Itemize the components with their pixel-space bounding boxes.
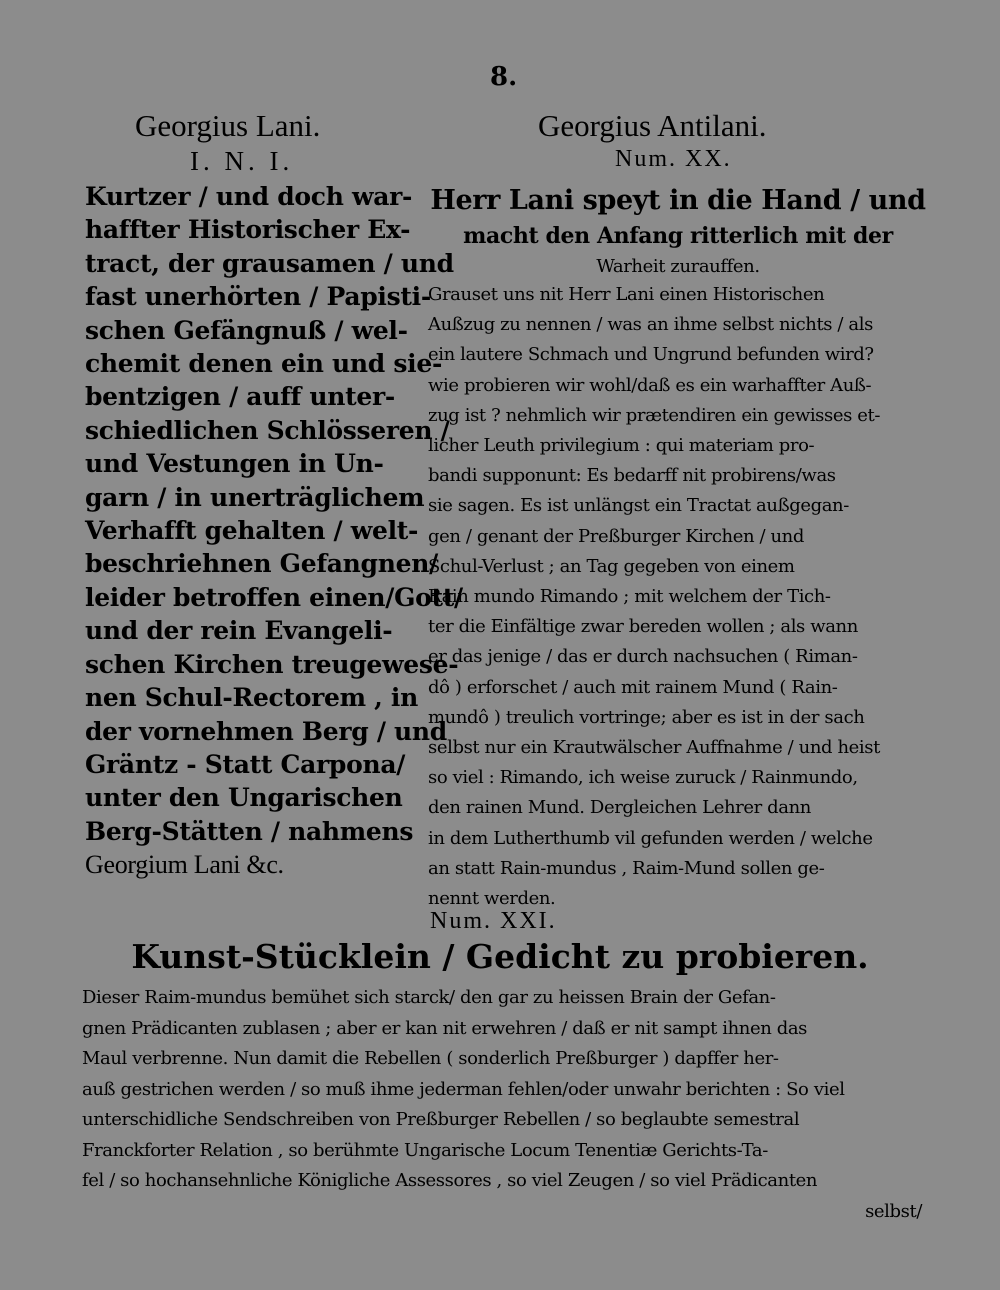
left-line: Kurtzer / und doch war- xyxy=(85,182,413,211)
section-line: Dieser Raim-mundus bemühet sich starck/ den gar zu heissen Brain der Gefan- xyxy=(82,987,776,1008)
section-text xyxy=(82,983,922,1227)
right-line: ter die Einfältige zwar bereden wollen ; als wann xyxy=(428,616,858,638)
left-line: fast unerhörten / Papisti- xyxy=(85,282,431,312)
left-line: bentzigen / auff unter- xyxy=(85,382,395,412)
right-line: mundô ) treulich vortringe; aber es ist in der sach xyxy=(428,706,865,728)
section-line: Maul verbrenne. Nun damit die Rebellen ( sonderlich Preßburger ) dapffer her- xyxy=(82,1048,779,1069)
right-line: in dem Lutherthumb vil gefunden werden / welche xyxy=(428,827,873,849)
right-heading-line: macht den Anfang ritterlich mit der xyxy=(463,223,893,249)
right-line: Schul-Verlust ; an Tag gegeben von einem xyxy=(428,555,795,577)
left-line: leider betroffen einen/Gott/ xyxy=(85,582,463,612)
left-line: haffter Historischer Ex- xyxy=(85,215,411,245)
section-line: fel / so hochansehnliche Königliche Assessores , so viel Zeugen / so viel Prädicanten xyxy=(82,1170,818,1191)
right-line: gen / genant der Preßburger Kirchen / und xyxy=(428,525,804,547)
right-line: bandi supponunt: Es bedarff nit probirens/was xyxy=(428,465,836,487)
right-line: selbst nur ein Krautwälscher Auffnahme / und heist xyxy=(428,737,880,759)
left-line: schen Gefängnuß / wel- xyxy=(85,315,408,345)
right-line: Außzug zu nennen / was an ihme selbst nichts / als xyxy=(428,314,873,336)
right-line: licher Leuth privilegium : qui materiam pro- xyxy=(428,435,815,457)
section-line: unterschidliche Sendschreiben von Preßburger Rebellen / so beglaubte semestral xyxy=(82,1109,800,1130)
section-number: Num. XXI. xyxy=(430,908,557,934)
section-line: auß gestrichen werden / so muß ihme jederman fehlen/oder unwahr berichten : So viel xyxy=(82,1078,845,1100)
right-column-number: Num. XX. xyxy=(615,146,732,172)
left-line: Verhafft gehalten / welt- xyxy=(85,516,419,546)
right-line: ein lautere Schmach und Ungrund befunden wird? xyxy=(428,344,874,366)
right-line: wie probieren wir wohl/daß es ein warhaffter Auß- xyxy=(428,374,872,396)
left-line: unter den Ungarischen xyxy=(85,783,403,813)
right-column-text xyxy=(428,183,928,914)
left-line: tract, der grausamen / und xyxy=(85,248,454,278)
right-heading-line: Herr Lani speyt in die Hand / und xyxy=(430,185,926,216)
right-line: Rain mundo Rimando ; mit welchem der Tich- xyxy=(428,586,831,608)
left-column-text xyxy=(85,180,463,882)
left-final-line: Georgium Lani &c. xyxy=(85,850,284,880)
left-line: schiedlichen Schlösseren / xyxy=(85,415,450,445)
left-line: der vornehmen Berg / und xyxy=(85,716,447,746)
right-heading-line: Warheit zurauffen. xyxy=(596,256,760,277)
page-number: 8. xyxy=(490,62,518,92)
right-line: sie sagen. Es ist unlängst ein Tractat außgegan- xyxy=(428,495,849,517)
left-line: Berg-Stätten / nahmens xyxy=(85,816,414,846)
left-column-number: I. N. I. xyxy=(190,146,294,176)
right-line: er das jenige / das er durch nachsuchen ( Riman- xyxy=(428,646,858,668)
right-column-title: Georgius Antilani. xyxy=(538,108,767,143)
right-line: an statt Rain-mundus , Raim-Mund sollen ge- xyxy=(428,857,825,879)
left-line: und der rein Evangeli- xyxy=(85,616,393,646)
right-line: nennt werden. xyxy=(428,888,556,910)
right-line: so viel : Rimando, ich weise zuruck / Rainmundo, xyxy=(428,767,858,789)
section-line: gnen Prädicanten zublasen ; aber er kan nit erwehren / daß er nit sampt ihnen das xyxy=(82,1017,808,1039)
right-line: den rainen Mund. Dergleichen Lehrer dann xyxy=(428,797,811,819)
right-line: dô ) erforschet / auch mit rainem Mund ( Rain- xyxy=(428,676,838,698)
left-line: beschriehnen Gefangnen/ xyxy=(85,549,438,579)
left-line: und Vestungen in Un- xyxy=(85,449,384,479)
left-line: Gräntz - Statt Carpona/ xyxy=(85,749,406,779)
catchword: selbst/ xyxy=(865,1200,922,1222)
right-line: Grauset uns nit Herr Lani einen Historischen xyxy=(428,284,825,305)
section-line: Franckforter Relation , so berühmte Ungarische Locum Tenentiæ Gerichts-Ta- xyxy=(82,1139,768,1161)
right-line: zug ist ? nehmlich wir prætendiren ein gewisses et- xyxy=(428,404,881,426)
left-line: garn / in unerträglichem xyxy=(85,482,425,512)
section-heading: Kunst-Stücklein / Gedicht zu probieren. xyxy=(131,937,869,976)
left-line: nen Schul-Rectorem , in xyxy=(85,683,419,713)
left-column-title: Georgius Lani. xyxy=(135,108,321,143)
left-line: chemit denen ein und sie- xyxy=(85,349,443,379)
left-line: schen Kirchen treugewese- xyxy=(85,649,459,679)
